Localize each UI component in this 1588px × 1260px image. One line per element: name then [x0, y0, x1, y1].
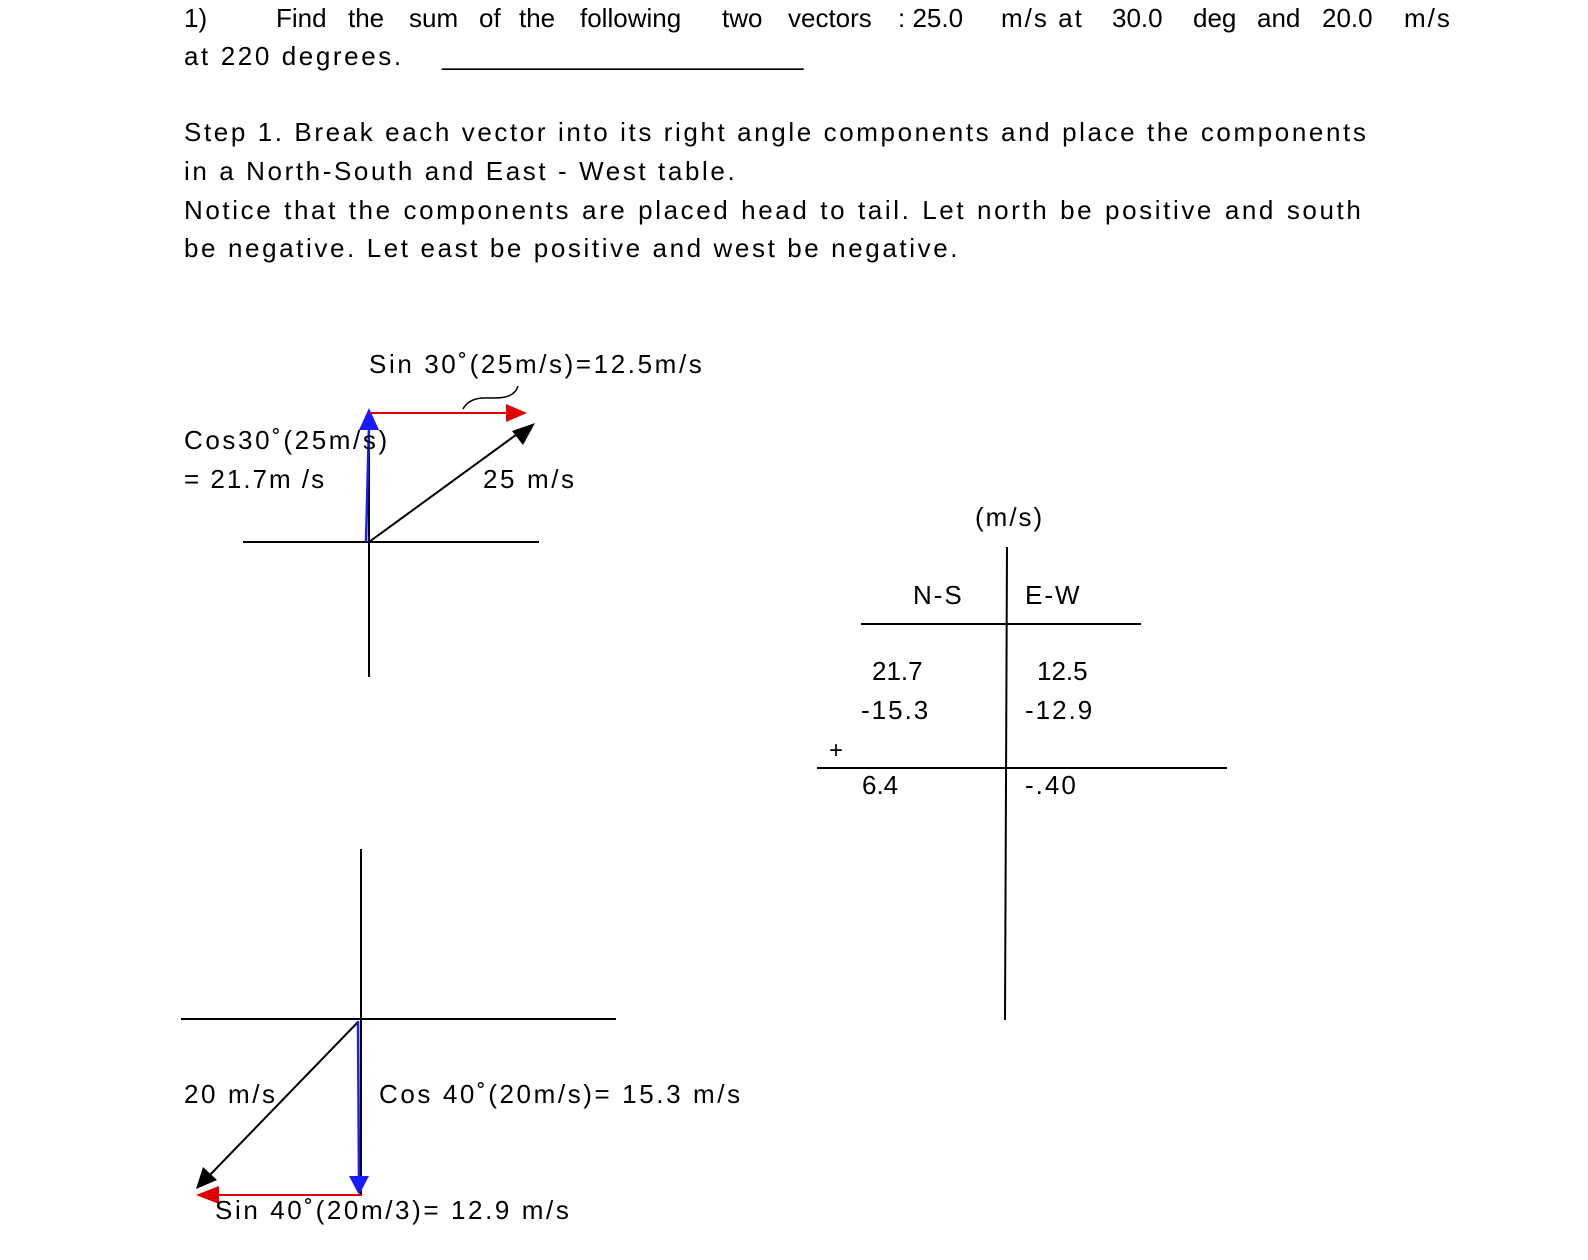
vector-25-label: 25 m/s — [483, 464, 577, 494]
vector-20-label: 20 m/s — [184, 1079, 278, 1109]
sin40-label: Sin 40˚(20m/3)= 12.9 m/s — [215, 1195, 572, 1225]
table-unit-label: (m/s) — [975, 502, 1045, 532]
diagram2-axes — [181, 849, 616, 1196]
problem-word: : 25.0 — [898, 3, 964, 33]
problem-word: deg — [1193, 3, 1237, 33]
cos30-value: = 21.7m /s — [184, 464, 327, 494]
problem-number: 1) — [184, 3, 208, 33]
cos30-label: Cos30˚(25m/s) — [184, 425, 390, 455]
table-total-ew: -.40 — [1025, 770, 1078, 800]
sin30-label: Sin 30˚(25m/s)=12.5m/s — [369, 349, 705, 379]
problem-word: 30.0 — [1112, 3, 1163, 33]
step1-line-2: in a North-South and East - West table. — [184, 156, 738, 186]
problem-word: m/s at — [1001, 3, 1084, 33]
problem-word: Find — [276, 3, 327, 33]
callout-squiggle — [463, 386, 518, 409]
table-cell: -15.3 — [861, 695, 931, 725]
table-header-ns: N-S — [913, 580, 964, 610]
table-cell: 21.7 — [872, 656, 923, 686]
problem-word: the — [348, 3, 385, 33]
problem-word: m/s — [1404, 3, 1452, 33]
table-cell: -12.9 — [1025, 695, 1095, 725]
diagram2-south-component-arrow — [349, 1021, 369, 1195]
table-header-ew: E-W — [1025, 580, 1082, 610]
table-cell: 12.5 — [1037, 656, 1088, 686]
step1-line-3: Notice that the components are placed head to tail. Let north be positive and south — [184, 195, 1364, 225]
problem-word: and — [1257, 3, 1301, 33]
problem-word: sum — [409, 3, 459, 33]
answer-blank: _________________________ — [442, 41, 804, 71]
problem-word: the — [519, 3, 556, 33]
problem-word: two — [722, 3, 763, 33]
problem-line-2: at 220 degrees. — [184, 41, 404, 71]
cos40-label: Cos 40˚(20m/s)= 15.3 m/s — [379, 1079, 743, 1109]
problem-word: following — [580, 3, 682, 33]
table-plus-sign: + — [829, 737, 844, 764]
problem-word: vectors — [788, 3, 872, 33]
problem-word: of — [479, 3, 501, 33]
step1-line-1: Step 1. Break each vector into its right angle components and place the components — [184, 117, 1369, 147]
table-total-ns: 6.4 — [862, 770, 899, 800]
diagram1-east-component-arrow — [370, 404, 527, 422]
step1-line-4: be negative. Let east be positive and west be negative. — [184, 233, 961, 263]
problem-word: 20.0 — [1322, 3, 1373, 33]
